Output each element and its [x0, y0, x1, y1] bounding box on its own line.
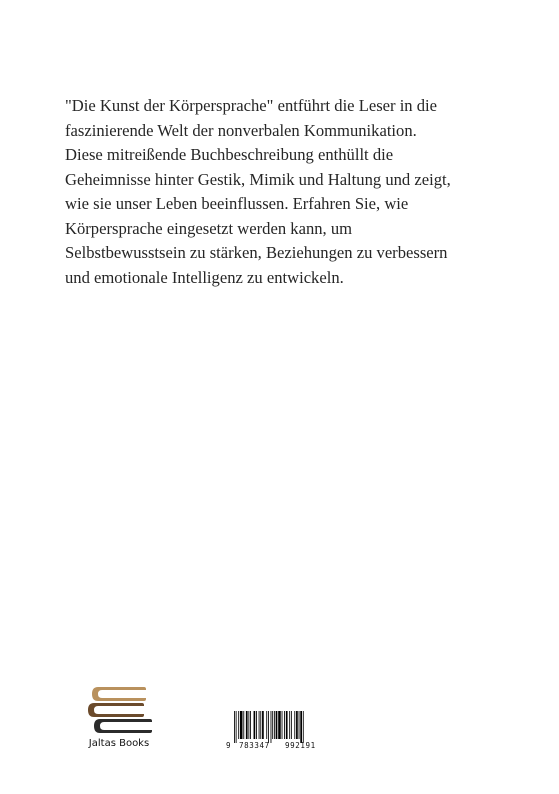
barcode-bar — [291, 711, 292, 739]
barcode-bar — [254, 711, 256, 739]
description-line: Selbstbewusstsein zu stärken, Beziehungen zu verbessern — [65, 243, 448, 262]
barcode-lead-digit: 9 — [226, 741, 232, 750]
barcode-bar — [296, 711, 298, 739]
publisher-logo — [80, 676, 172, 756]
barcode-icon — [226, 711, 330, 743]
barcode-bar — [246, 711, 248, 739]
barcode-bar — [294, 711, 295, 739]
barcode-bar — [268, 711, 269, 743]
barcode-bar — [256, 711, 257, 739]
barcode-bar — [240, 711, 243, 739]
barcode-bar — [282, 711, 283, 739]
description-line: und emotionale Intelligenz zu entwickeln. — [65, 267, 344, 287]
isbn-barcode — [226, 711, 330, 757]
barcode-bar — [250, 711, 251, 739]
stacked-books-icon — [84, 680, 156, 736]
barcode-bar — [303, 711, 304, 743]
barcode-bar — [300, 711, 302, 743]
description-line: wie sie unser Leben beeinflussen. Erfahren Sie, wie — [65, 194, 409, 213]
barcode-bar — [243, 711, 244, 739]
barcode-bar — [272, 711, 273, 739]
barcode-bar — [276, 711, 278, 739]
barcode-bar — [284, 711, 285, 739]
barcode-bar — [299, 711, 300, 739]
publisher-name: Jaltas Books — [88, 738, 150, 749]
barcode-bar — [259, 711, 260, 739]
barcode-bar — [266, 711, 267, 739]
barcode-bar — [289, 711, 290, 739]
description-line: Geheimnisse hinter Gestik, Mimik und Haltung und zeigt, — [65, 169, 451, 189]
barcode-bar — [248, 711, 249, 739]
barcode-bar — [271, 711, 272, 743]
barcode-bar — [260, 711, 261, 739]
barcode-bar — [234, 711, 235, 743]
description-line: Diese mitreißende Buchbeschreibung enthüllt die — [65, 145, 394, 164]
barcode-bar — [238, 711, 239, 739]
barcode-bar — [236, 711, 237, 743]
barcode-bar — [262, 711, 264, 739]
barcode-left-digits: 783347 — [239, 741, 270, 750]
barcode-bar — [278, 711, 281, 739]
description-line: "Die Kunst der Körpersprache" entführt die Leser in die — [65, 96, 438, 115]
description-line: faszinierende Welt der nonverbalen Kommunikation. — [65, 120, 417, 140]
back-cover-description — [65, 94, 505, 290]
description-line: Körpersprache eingesetzt werden kann, um — [65, 218, 353, 238]
barcode-bar — [274, 711, 275, 739]
barcode-right-digits: 992191 — [285, 741, 316, 750]
barcode-bar — [286, 711, 288, 739]
